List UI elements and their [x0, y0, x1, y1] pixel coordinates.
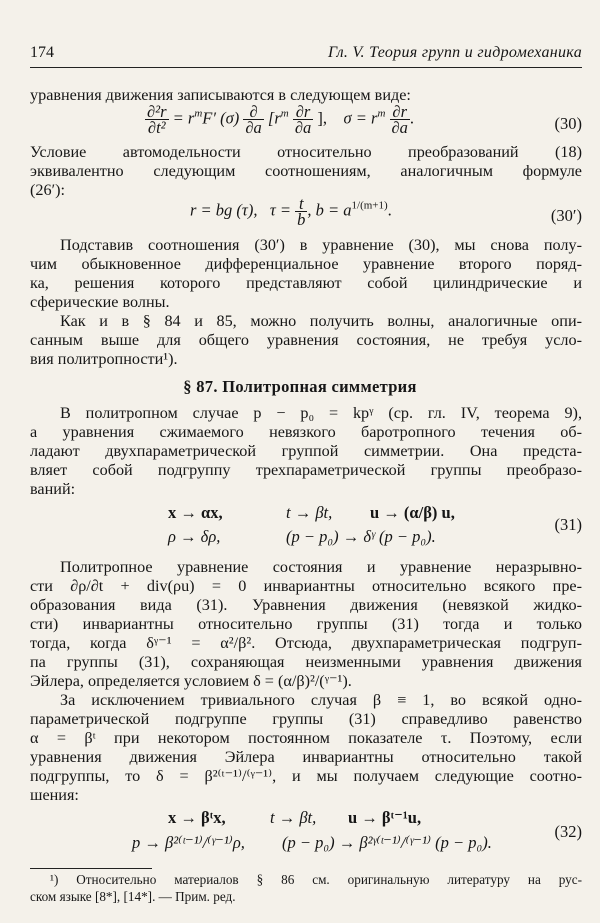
text-line: подгруппы, то δ = β²⁽ᵗ⁻¹⁾/⁽ᵞ⁻¹⁾, и мы получаем следующие соотно-	[30, 767, 582, 785]
equation-30-prime: r = bg (τ), τ = $\frac{t}{b}$ , $b = a^{1/(m+1)}$. (30′)	[190, 194, 582, 229]
footnote-rule	[30, 868, 152, 869]
frac-lhs: $\frac{\text{∂²r}}{\text{∂t²}}$	[147, 102, 167, 137]
text-line: Эйлера, определяется условием δ = (α/β)²/(ᵞ⁻¹).	[30, 672, 352, 690]
text-line: ладают двухпараметрической группой симметрии. Она предста-	[30, 442, 582, 460]
text-line: образования вида (31). Уравнения движения (невязкой жидко-	[30, 596, 582, 614]
text-line: Как и в § 84 и 85, можно получить волны, аналогичные опи-	[60, 312, 582, 330]
equation-tag: (32)	[554, 822, 582, 841]
header-rule	[30, 67, 582, 68]
text-line: вия политропности¹).	[30, 350, 178, 368]
text-line: уравнения движения записываются в следующем виде:	[30, 86, 411, 104]
text-line: параметрической подгруппе группы (31) справедливо равенство	[30, 710, 582, 728]
text-line: За исключением тривиального случая β ≡ 1, во всякой одно-	[60, 691, 582, 709]
text-line: тогда, когда δᵞ⁻¹ = α²/β². Отсюда, двухпараметрическая подгруп-	[30, 634, 582, 652]
page-number: 174	[30, 44, 54, 61]
text-line: уравнения движения Эйлера инвариантны относительно такой	[30, 748, 582, 766]
text-line: В политропном случае p − p₀ = kpᵞ (ср. гл. IV, теорема 9),	[60, 404, 582, 422]
text-line: сти ∂ρ/∂t + div(ρu) = 0 инвариантны относительно всякого пре-	[30, 577, 582, 595]
equation-31: x → αx, t → βt, u → (α/β) u, ρ → δρ, (p − p₀) → δᵞ (p − p₀). (31)	[168, 503, 582, 546]
equation-tag: (30′)	[550, 206, 582, 225]
equation-tag: (31)	[554, 515, 582, 534]
text-line: α = βᵗ при некотором постоянном показателе τ. Поэтому, если	[30, 729, 582, 747]
text-line: Условие автомодельности относительно преобразований (18)	[30, 143, 582, 161]
frac-dr: $\frac{\partial r}{\partial a}$	[294, 102, 312, 137]
text-line: па группы (31), сохраняющая неизменными уравнения движения	[30, 653, 582, 671]
text-line: вляет собой подгруппу трехпараметрической группы преобразо-	[30, 461, 582, 479]
text-line: шения:	[30, 786, 79, 804]
text-line: Подставив соотношения (30′) в уравнение (30), мы снова полу-	[60, 236, 582, 254]
text-line: а уравнения сжимаемого невязкого баротропного течения об-	[30, 423, 582, 441]
footnote-line: ¹) Относительно материалов § 86 см. оригинальную литературу на рус-	[50, 872, 582, 887]
text-line: чим обыкновенное дифференциальное уравнение второго поряд-	[30, 255, 582, 273]
equation-tag: (30)	[554, 114, 582, 133]
text-line: сферические волны.	[30, 293, 170, 311]
text-line: (26′):	[30, 181, 66, 199]
text-line: санным выше для общего уравнения состояния, не требуя усло-	[30, 331, 582, 349]
text-line: ка, решения которого представляют собой цилиндрические и	[30, 274, 582, 292]
frac-dr-2: $\frac{\partial r}{\partial a}$	[391, 102, 408, 137]
footnote-line: ском языке [8*], [14*]. — Прим. ред.	[30, 889, 236, 904]
section-heading: § 87. Политропная симметрия	[183, 377, 417, 396]
frac-d: $\frac{\partial}{\partial a}$	[245, 102, 262, 137]
frac-t-b: $\frac{t}{b}$	[297, 194, 306, 229]
text-line: Политропное уравнение состояния и уравнение неразрывно-	[60, 558, 582, 576]
text-line: сти) инвариантны относительно группы (31) тогда и только	[30, 615, 582, 633]
equation-32: x → βᵗx, t → βt, u → βᵗ⁻¹u, p → β²⁽ᵗ⁻¹⁾/⁽ᵞ⁻¹⁾ρ, (p − p₀) → β²ᵞ⁽ᵗ⁻¹⁾/⁽ᵞ⁻¹⁾ (p − p₀). (32)	[132, 808, 582, 852]
running-header	[30, 44, 582, 64]
text-line: ваний:	[30, 480, 76, 498]
text-line: эквивалентно следующим соотношениям, аналогичным формуле	[30, 162, 582, 180]
equation-30: $\frac{\text{∂²r}}{\text{∂t²}}$ = $r^mF'$ (σ) $\frac{\partial}{\partial a}$ [$r^m$ $\frac{\partial r}{\partial a}$ ], $\sigma = r^m$ $\frac{\partial r}{\partial a}$ . (30)	[147, 102, 582, 137]
running-title: Гл. V. Теория групп и гидромеханика	[328, 44, 582, 61]
